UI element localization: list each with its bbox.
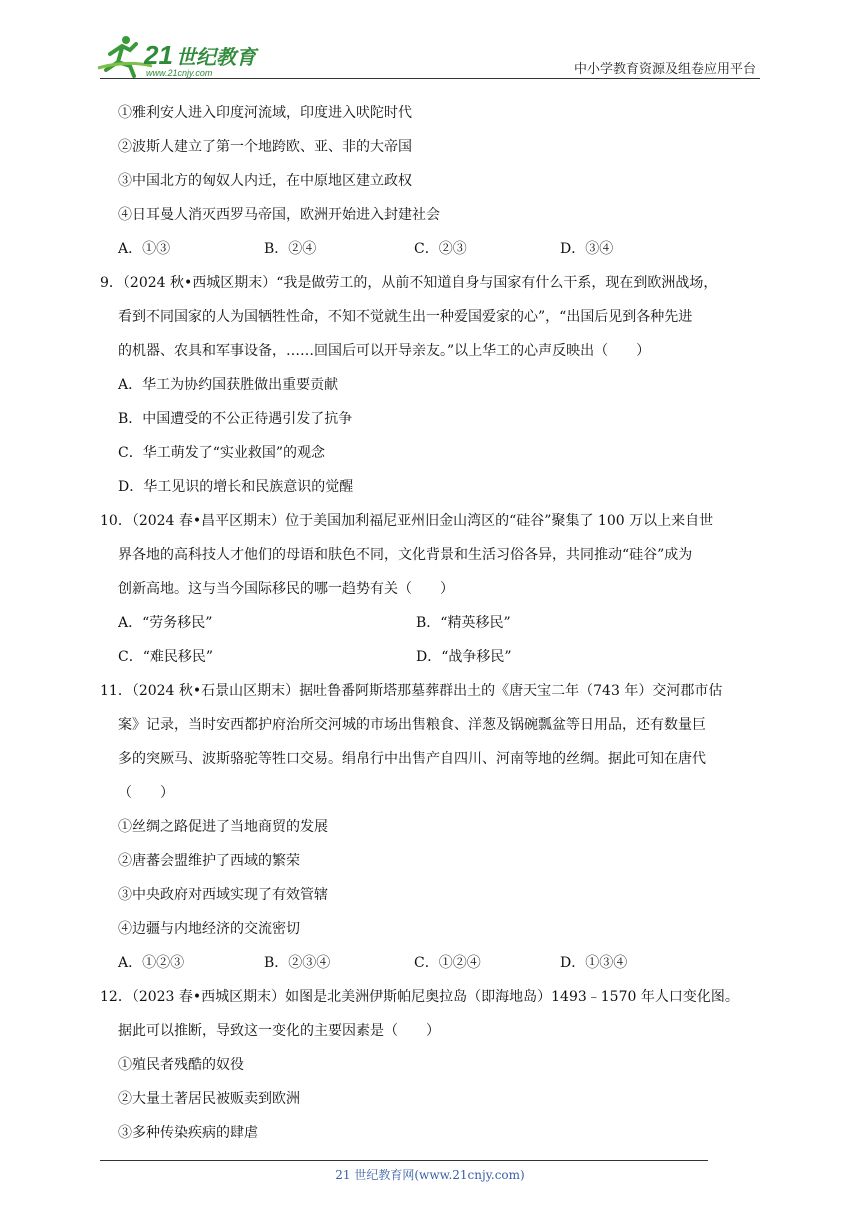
q9-stem-line: 9．（2024 秋•西城区期末）“我是做劳工的，从前不知道自身与国家有什么干系，现在到欧洲战场，: [100, 275, 718, 291]
site-logo: [96, 34, 266, 80]
q11-stem-line: 案》记录，当时安西都护府治所交河城的市场出售粮食、洋葱及锅碗瓢盆等日用品，还有数量巨: [118, 717, 706, 733]
q12-option: ①殖民者残酷的奴役: [118, 1057, 244, 1073]
q11-option: ①丝绸之路促进了当地商贸的发展: [118, 819, 328, 835]
q10-choice-b[interactable]: B．“精英移民”: [416, 615, 511, 631]
q10-stem-line: 创新高地。这与当今国际移民的哪一趋势有关（ ）: [118, 581, 454, 597]
q10-choice-c[interactable]: C．“难民移民”: [118, 649, 214, 665]
svg-text:21: 21: [144, 40, 173, 70]
q11-stem-line: （ ）: [118, 785, 174, 801]
q8-choice-b[interactable]: B．②④: [264, 241, 317, 257]
q12-option: ②大量土著居民被贩卖到欧洲: [118, 1091, 300, 1107]
q11-option: ③中央政府对西域实现了有效管辖: [118, 887, 328, 903]
q10-choice-a[interactable]: A．“劳务移民”: [118, 615, 213, 631]
q11-choice-a[interactable]: A．①②③: [118, 955, 185, 971]
q10-choices-row: [100, 640, 780, 674]
page-header: [0, 0, 860, 80]
header-divider: [100, 78, 760, 79]
q11-choices: [100, 946, 780, 980]
footer-divider: [100, 1160, 708, 1161]
q9-choice-a[interactable]: A．华工为协约国获胜做出重要贡献: [118, 377, 339, 393]
q8-choice-a[interactable]: A．①③: [118, 241, 171, 257]
logo-text: 世纪教育: [176, 45, 256, 69]
q9-stem-line: 看到不同国家的人为国牺牲性命，不知不觉就生出一种爱国爱家的心”，“出国后见到各种先进: [118, 309, 693, 325]
q10-stem-line: 10．（2024 春•昌平区期末）位于美国加利福尼亚州旧金山湾区的“硅谷”聚集了 100 万以上来自世: [100, 513, 714, 529]
q11-stem-line: 11．（2024 秋•石景山区期末）据吐鲁番阿斯塔那墓葬群出土的《唐天宝二年（743 年）交河郡市估: [100, 683, 723, 699]
q9-choice-c[interactable]: C．华工萌发了“实业救国”的观念: [118, 445, 326, 461]
page-footer[interactable]: 21 世纪教育网(www.21cnjy.com): [335, 1168, 525, 1182]
q12-option: ③多种传染疾病的肆虐: [118, 1125, 258, 1141]
q9-choice-b[interactable]: B．中国遭受的不公正待遇引发了抗争: [118, 411, 353, 427]
q11-option: ②唐蕃会盟维护了西域的繁荣: [118, 853, 300, 869]
q8-choices: [100, 232, 780, 266]
logo-url: www.21cnjy.com: [146, 68, 213, 78]
q11-stem-line: 多的突厥马、波斯骆驼等牲口交易。绢帛行中出售产自四川、河南等地的丝绸。据此可知在唐代: [118, 751, 706, 767]
q10-choice-d[interactable]: D．“战争移民”: [416, 649, 512, 665]
q8-choice-d[interactable]: D．③④: [560, 241, 614, 257]
q8-option: ②波斯人建立了第一个地跨欧、亚、非的大帝国: [118, 139, 412, 155]
q12-stem-line: 据此可以推断，导致这一变化的主要因素是（ ）: [118, 1023, 440, 1039]
q8-option: ①雅利安人进入印度河流域，印度进入吠陀时代: [118, 105, 412, 121]
q9-stem-line: 的机器、农具和军事设备，……回国后可以开导亲友。”以上华工的心声反映出（ ）: [118, 343, 651, 359]
q9-choice-d[interactable]: D．华工见识的增长和民族意识的觉醒: [118, 479, 354, 495]
q11-option: ④边疆与内地经济的交流密切: [118, 921, 300, 937]
q8-option: ③中国北方的匈奴人内迁，在中原地区建立政权: [118, 173, 412, 189]
q8-option: ④日耳曼人消灭西罗马帝国，欧洲开始进入封建社会: [118, 207, 440, 223]
q12-stem-line: 12．（2023 春•西城区期末）如图是北美洲伊斯帕尼奥拉岛（即海地岛）1493﹣1570 年人口变化图。: [100, 989, 739, 1005]
platform-title: 中小学教育资源及组卷应用平台: [573, 62, 756, 77]
q11-choice-b[interactable]: B．②③④: [264, 955, 331, 971]
q10-choices-row: [100, 606, 780, 640]
question-content: [100, 96, 780, 1150]
q11-choice-c[interactable]: C．①②④: [414, 955, 481, 971]
q8-choice-c[interactable]: C．②③: [414, 241, 467, 257]
q10-stem-line: 界各地的高科技人才他们的母语和肤色不同，文化背景和生活习俗各异，共同推动“硅谷”成为: [118, 547, 693, 563]
q11-choice-d[interactable]: D．①③④: [560, 955, 628, 971]
